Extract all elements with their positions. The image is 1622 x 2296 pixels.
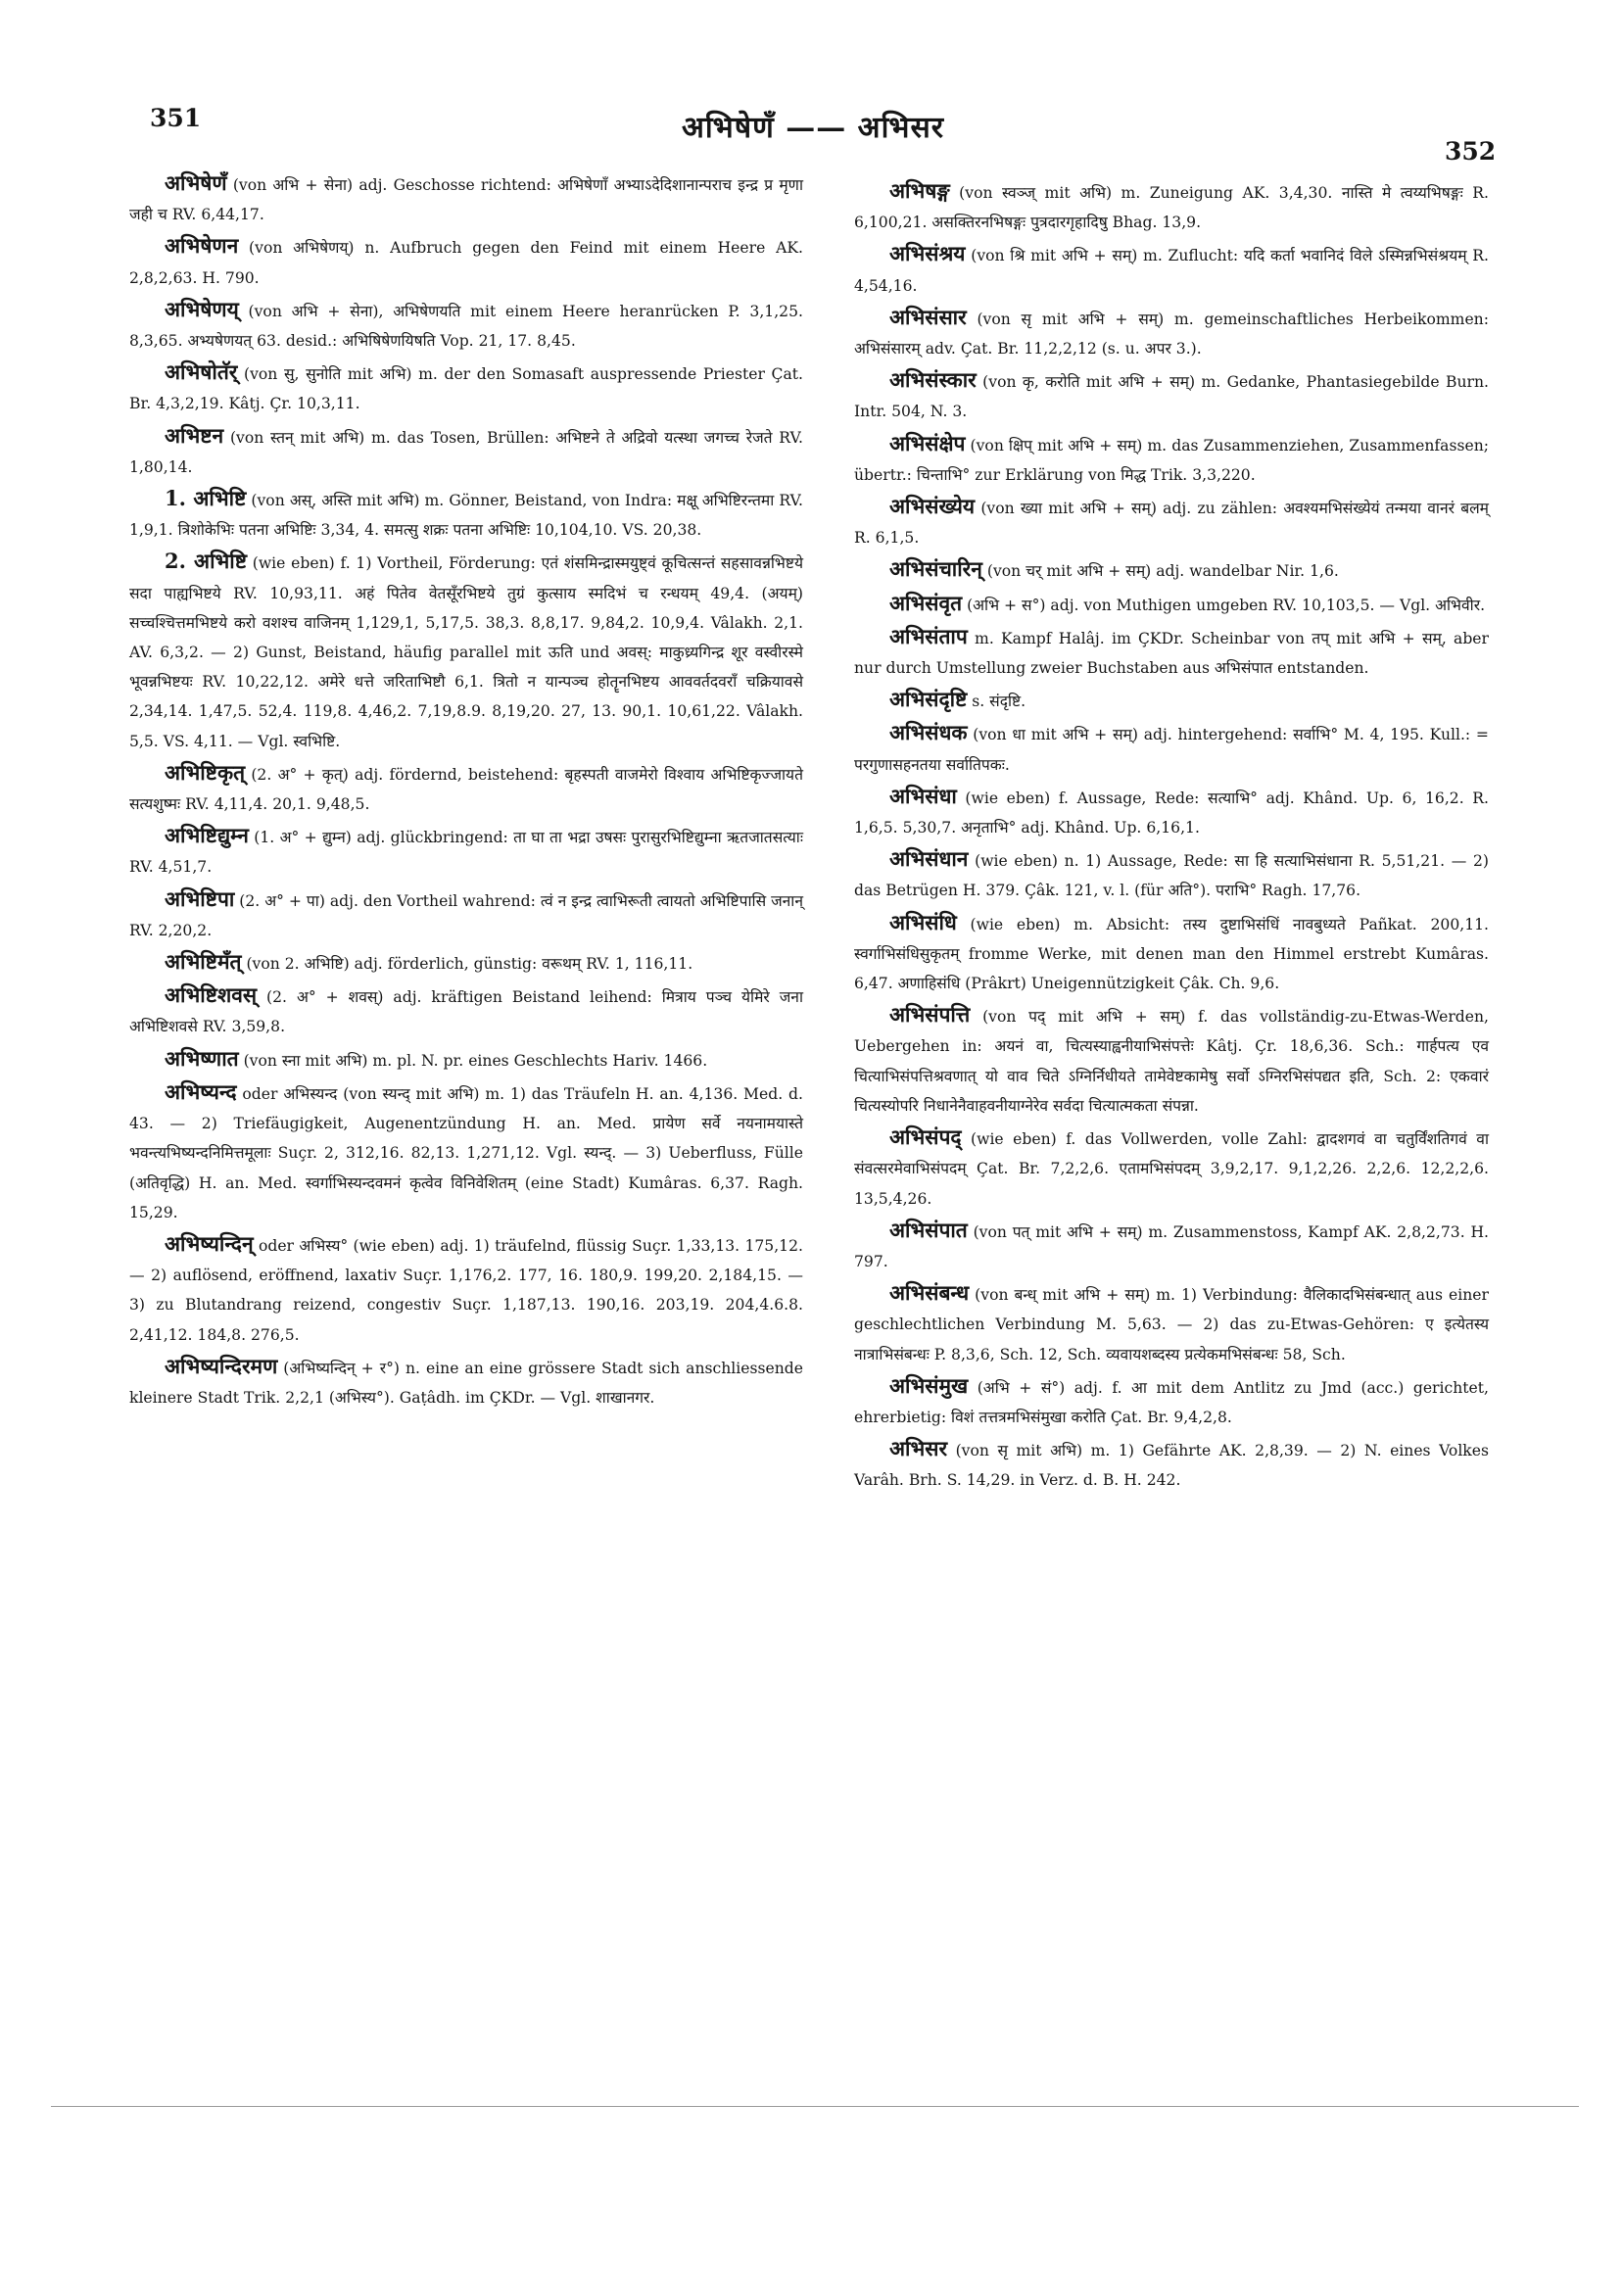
dictionary-entry xyxy=(129,758,803,819)
entry-headword: अभिसंख्येय xyxy=(889,494,976,519)
entry-headword: अभिष्यन्द xyxy=(165,1078,237,1104)
entry-text: oder अभिस्यन्द (von स्यन्द् mit अभि) m. 1) das Träufeln H. an. 4,136. Med. d. 43. — 2) Triefäugigkeit, Augenentzündung H. an. Med. प्रायेण सर्वे नयनामयास्ते भवन्त्यभिष्यन्दनिमित्तमूलाः Suçr. 2, 312,16. 82,13. 1,271,12. Vgl. स्यन्द्. — 3) Ueberfluss, Fülle (अतिवृद्धि) H. an. Med. स्वर्गाभिस्यन्दवमनं कृत्वेव विनिवेशितम् (eine Stadt) Kumâras. 6,37. Ragh. 15,29. xyxy=(129,1084,803,1221)
entry-text: (अभिष्यन्दिन् + र°) n. eine an eine grössere Stadt sich anschliessende kleinere Stadt Trik. 2,2,1 (अभिस्य°). Gaṭâdh. im ÇKDr. — Vgl. शाखानगर. xyxy=(129,1359,803,1407)
dictionary-entry xyxy=(854,492,1489,552)
entry-headword: अभिसंसार xyxy=(889,304,967,329)
entry-headword: अभिष्टिमँत् xyxy=(165,949,242,975)
entry-text: (अभि + स°) adj. von Muthigen umgeben RV. 10,103,5. — Vgl. अभिवीर. xyxy=(967,596,1486,614)
dictionary-entry xyxy=(129,231,803,292)
right-column xyxy=(854,176,1489,1498)
dictionary-entry xyxy=(129,295,803,356)
dictionary-entry xyxy=(129,821,803,882)
entry-text: (von स्तन् mit अभि) m. das Tosen, Brüllen: अभिष्टने ते अद्रिवो यत्स्था जगच्च रेजते RV. 1,80,14. xyxy=(129,428,803,476)
dictionary-entry xyxy=(854,429,1489,490)
dictionary-entry xyxy=(854,1278,1489,1369)
dictionary-entry xyxy=(129,484,803,545)
entry-text: (2. अ° + शवस्) adj. kräftigen Beistand leihend: मित्राय पञ्च येमिरे जना अभिष्टिशवसे RV. 3,59,8. xyxy=(129,988,803,1036)
entry-text: (von 2. अभिष्टि) adj. förderlich, günstig: वरूथम् RV. 1, 116,11. xyxy=(246,955,693,974)
entry-text: (wie eben) m. Absicht: तस्य दुष्टाभिसंधिं नावबुध्यते Pañkat. 200,11. स्वर्गाभिसंधिसुकृतम् fromme Werke, mit denen man den Himmel erstrebt Kumâras. 6,47. अणाहिसंधि (Prâkrt) Uneigennützigkeit Çâk. Ch. 9,6. xyxy=(854,915,1489,993)
entry-headword: अभिषोतॅर् xyxy=(165,359,238,385)
dictionary-entry xyxy=(129,358,803,418)
entry-headword: अभिषङ्ग xyxy=(889,178,950,203)
entry-headword: अभिष्टिपा xyxy=(165,885,235,911)
dictionary-entry xyxy=(129,1352,803,1412)
entry-text: s. संदृष्टि. xyxy=(972,693,1026,711)
dictionary-entry xyxy=(854,1000,1489,1121)
dictionary-entry xyxy=(854,1123,1489,1214)
dictionary-entry xyxy=(854,718,1489,779)
entry-text: m. Kampf Halâj. im ÇKDr. Scheinbar von तप् mit अभि + सम्, aber nur durch Umstellung zweier Buchstaben aus अभिसंपात entstanden. xyxy=(854,629,1489,678)
dictionary-entry xyxy=(854,1371,1489,1432)
entry-text: (von चर् mit अभि + सम्) adj. wandelbar Nir. 1,6. xyxy=(986,562,1339,581)
entry-text: (von क्षिप् mit अभि + सम्) m. das Zusammenziehen, Zusammenfassen; übertr.: चिन्ताभि° zur Erklärung von मिद्ध Trik. 3,3,220. xyxy=(854,436,1489,484)
entry-headword: अभिसंपद् xyxy=(889,1124,962,1150)
page-number-right: 352 xyxy=(1445,137,1497,166)
entry-headword: अभिसंताप xyxy=(889,623,968,648)
entry-text: (अभि + सं°) adj. f. आ mit dem Antlitz zu Jmd (acc.) gerichtet, ehrerbietig: विशं तत्तत्रमभिसंमुखा करोति Çat. Br. 9,4,2,8. xyxy=(854,1378,1489,1426)
entry-headword: अभिषेणँ xyxy=(165,170,227,195)
entry-headword: अभिष्टिद्युम्न xyxy=(165,823,249,848)
entry-text: (wie eben) f. 1) Vortheil, Förderung: एतं शंसमिन्द्रास्मयुष्ट्वं कूचित्सन्तं सहसावन्नभिष्टये सदा पाह्यभिष्टये RV. 10,93,11. अहं पितेव वेतसूँरभिष्टये तुग्रं कुत्साय स्मदिभं च रन्धयम् 49,4. (अयम्) सच्चश्चित्तमभिष्टये करो वशश्च वाजिनम् 1,129,1, 5,17,5. 38,3. 8,8,17. 9,84,2. 10,9,4. Vâlakh. 2,1. AV. 6,3,2. — 2) Gunst, Beistand, häufig parallel mit ऊति und अवस्: माकुध्र्यगिन्द्र शूर वस्वीरस्मे भूवन्नभिष्टयः RV. 10,22,12. अमेरे धत्ते जरिताभिष्टौ 6,1. त्रितो न यान्पञ्च होतॄनभिष्टय आववर्तदवराँ चक्रियावसे 2,34,14. 1,47,5. 52,4. 119,8. 4,46,2. 7,19,8.9. 8,19,20. 27, 13. 90,1. 10,61,22. Vâlakh. 5,5. VS. 4,11. — Vgl. स्वभिष्टि. xyxy=(129,554,803,750)
entry-headword: अभिष्यन्दिन् xyxy=(165,1230,254,1256)
entry-headword: अभिसर xyxy=(889,1436,948,1461)
dictionary-entry xyxy=(129,1229,803,1350)
entry-text: (wie eben) n. 1) Aussage, Rede: सा हि सत्याभिसंधाना R. 5,51,21. — 2) das Betrügen H. 379. Çâk. 121, v. l. (für अति°). पराभि° Ragh. 17,76. xyxy=(854,852,1489,900)
dictionary-entry xyxy=(129,1044,803,1076)
entry-text: (von अभि + सेना) adj. Geschosse richtend: अभिषेणाँ अभ्याऽदेदिशानान्पराच इन्द्र प्र मृणा जही च RV. 6,44,17. xyxy=(129,176,804,224)
entry-headword: अभिष्यन्दिरमण xyxy=(165,1353,278,1378)
entry-text: (von पद् mit अभि + सम्) f. das vollständig-zu-Etwas-Werden, Uebergehen in: अयनं वा, चित्यस्याह्वनीयाभिसंपत्तेः Kâtj. Çr. 18,6,36. Sch.: गार्हपत्य एव चित्याभिसंपत्तिश्रवणात् यो वाव चिते ऽग्निर्निधीयते तामेवेष्टकामेषु सर्वो ऽग्निरभिसंपद्यत इति, Sch. 2: एकवारं चित्यस्योपरि निधानेनैवाहवनीयाग्नेरेव सर्वदा चित्यात्मकता संपन्ना. xyxy=(854,1008,1489,1115)
entry-text: (von सृ mit अभि) m. 1) Gefährte AK. 2,8,39. — 2) N. eines Volkes Varâh. Brh. S. 14,29. in Verz. d. B. H. 242. xyxy=(854,1442,1489,1490)
dictionary-entry xyxy=(854,908,1489,999)
entry-text: (von श्रि mit अभि + सम्) m. Zuflucht: यदि कर्ता भवानिदं विले ऽस्मिन्नभिसंश्रयम् R. 4,54,16. xyxy=(854,247,1489,295)
dictionary-entry xyxy=(854,1434,1489,1495)
dictionary-entry xyxy=(129,168,803,229)
dictionary-entry xyxy=(854,554,1489,586)
entry-headword: अभिषेणय् xyxy=(165,296,239,321)
entry-text: (von स्वञ्ज् mit अभि) m. Zuneigung AK. 3,4,30. नास्ति मे त्वय्यभिषङ्गः R. 6,100,21. असक्तिरनभिषङ्गः पुत्रदारगृहादिषु Bhag. 13,9. xyxy=(854,184,1489,232)
entry-headword: अभिसंधान xyxy=(889,846,969,872)
page-number-left: 351 xyxy=(150,104,202,132)
entry-text: (von पत् mit अभि + सम्) m. Zusammenstoss, Kampf AK. 2,8,2,73. H. 797. xyxy=(854,1222,1489,1270)
entry-text: (von ख्या mit अभि + सम्) adj. zu zählen: अवश्यमभिसंख्येयं तन्मया वानरं बलम् R. 6,1,5. xyxy=(854,500,1489,548)
entry-text: (von सु, सुनोति mit अभि) m. der den Somasaft auspressende Priester Çat. Br. 4,3,2,19. Kâtj. Çr. 10,3,11. xyxy=(129,365,803,413)
entry-headword: अभिसंधा xyxy=(889,783,957,808)
entry-text: (von कृ, करोति mit अभि + सम्) m. Gedanke, Phantasiegebilde Burn. Intr. 504, N. 3. xyxy=(854,373,1489,421)
dictionary-entry xyxy=(129,1077,803,1227)
entry-headword: अभिसंस्कार xyxy=(889,367,977,393)
dictionary-entry xyxy=(854,239,1489,300)
entry-text: (von सृ mit अभि + सम्) m. gemeinschaftliches Herbeikommen: अभिसंसारम् adv. Çat. Br. 11,2,2,12 (s. u. अपर 3.). xyxy=(854,310,1489,359)
entry-headword: अभिसंपत्ति xyxy=(889,1002,971,1028)
entry-text: (von अस्, अस्ति mit अभि) m. Gönner, Beistand, von Indra: मक्षू अभिष्टिरन्तमा RV. 1,9,1. त्रिशोकेभिः पतना अभिष्टिः 3,34, 4. समत्सु शक्रः पतना अभिष्टिः 10,104,10. VS. 20,38. xyxy=(129,492,803,540)
entry-text: (von स्ना mit अभि) m. pl. N. pr. eines Geschlechts Hariv. 1466. xyxy=(243,1051,708,1070)
dictionary-entry xyxy=(854,1216,1489,1276)
entry-text: (von अभि + सेना), अभिषेणयति mit einem Heere heranrücken P. 3,1,25. 8,3,65. अभ्यषेणयत् 63. desid.: अभिषिषेणयिषति Vop. 21, 17. 8,45. xyxy=(129,302,803,351)
left-column xyxy=(129,168,803,1414)
dictionary-entry xyxy=(129,547,803,755)
dictionary-entry xyxy=(854,685,1489,716)
entry-headword: अभिसंचारिन् xyxy=(889,556,982,582)
dictionary-entry xyxy=(854,303,1489,363)
dictionary-entry xyxy=(129,885,803,945)
entry-text: (von बन्ध् mit अभि + सम्) m. 1) Verbindung: वैलिकादभिसंबन्धात् aus einer geschlechtlichen Verbindung M. 5,63. — 2) das zu-Etwas-Gehören: ए इत्येतस्य नात्राभिसंबन्धः P. 8,3,6, Sch. 12, Sch. व्यवायशब्दस्य प्रत्येकमभिसंबन्धः 58, Sch. xyxy=(854,1286,1489,1363)
running-head: अभिषेणँ —— अभिसर xyxy=(681,111,945,145)
entry-text: (wie eben) f. Aussage, Rede: सत्याभि° adj. Khând. Up. 6, 16,2. R. 1,6,5. 5,30,7. अनृताभि° adj. Khând. Up. 6,16,1. xyxy=(854,789,1489,837)
entry-headword: अभिषेणन xyxy=(165,233,239,259)
entry-headword: अभिसंदृष्टि xyxy=(889,687,968,712)
entry-text: (von अभिषेणय्) n. Aufbruch gegen den Feind mit einem Heere AK. 2,8,2,63. H. 790. xyxy=(129,239,803,287)
entry-text: oder अभिस्य° (wie eben) adj. 1) träufelnd, flüssig Suçr. 1,33,13. 175,12. — 2) auflösend, eröffnend, laxativ Suçr. 1,176,2. 177, 16. 180,9. 199,20. 2,184,15. — 3) zu Blutandrang reizend, congestiv Suçr. 1,187,13. 190,16. 203,19. 204,4.6.8. 2,41,12. 184,8. 276,5. xyxy=(129,1236,803,1344)
entry-text: (von धा mit अभि + सम्) adj. hintergehend: सर्वाभि° M. 4, 195. Kull.: = परगुणासहनतया सर्वातिपकः. xyxy=(854,726,1489,774)
dictionary-entry xyxy=(854,622,1489,683)
dictionary-entry xyxy=(854,844,1489,905)
entry-headword: 2. अभिष्टि xyxy=(165,549,247,574)
entry-headword: अभिसंश्रय xyxy=(889,241,966,266)
dictionary-entry xyxy=(129,421,803,482)
entry-headword: अभिसंवृत xyxy=(889,590,963,615)
entry-headword: अभिसंबन्ध xyxy=(889,1280,970,1306)
dictionary-entry xyxy=(129,981,803,1041)
footer-rule xyxy=(51,2106,1579,2107)
dictionary-entry xyxy=(854,365,1489,426)
entry-headword: अभिसंक्षेप xyxy=(889,430,966,455)
entry-text: (1. अ° + द्युम्न) adj. glückbringend: ता घा ता भद्रा उषसः पुरासुरभिष्टिद्युम्ना ऋतजातसत्याः RV. 4,51,7. xyxy=(129,829,803,877)
entry-headword: अभिसंपात xyxy=(889,1217,968,1242)
entry-headword: अभिष्टन xyxy=(165,422,224,448)
entry-text: (2. अ° + पा) adj. den Vortheil wahrend: त्वं न इन्द्र त्वाभिरूती त्वायतो अभिष्टिपासि जनान् RV. 2,20,2. xyxy=(129,891,803,939)
dictionary-entry xyxy=(854,589,1489,620)
entry-headword: अभिष्णात xyxy=(165,1045,239,1071)
entry-headword: अभिसंधि xyxy=(889,909,957,934)
entry-headword: अभिसंधक xyxy=(889,720,968,745)
dictionary-entry xyxy=(854,782,1489,842)
entry-headword: 1. अभिष्टि xyxy=(165,486,247,511)
entry-text: (2. अ° + कृत्) adj. fördernd, beistehend: बृहस्पती वाजमेरो विश्वाय अभिष्टिकृज्जायते सत्यशुष्मः RV. 4,11,4. 20,1. 9,48,5. xyxy=(129,765,803,814)
entry-headword: अभिसंमुख xyxy=(889,1372,969,1398)
entry-headword: अभिष्टिकृत् xyxy=(165,759,246,785)
entry-headword: अभिष्टिशवस् xyxy=(165,982,258,1008)
dictionary-entry xyxy=(854,176,1489,237)
entry-text: (wie eben) f. das Vollwerden, volle Zahl: द्वादशगवं वा चतुर्विंशतिगवं वा संवत्सरमेवाभिसंपदम् Çat. Br. 7,2,2,6. एतामभिसंपदम् 3,9,2,17. 9,1,2,26. 2,2,6. 12,2,2,6. 13,5,4,26. xyxy=(854,1130,1489,1208)
dictionary-entry xyxy=(129,947,803,979)
